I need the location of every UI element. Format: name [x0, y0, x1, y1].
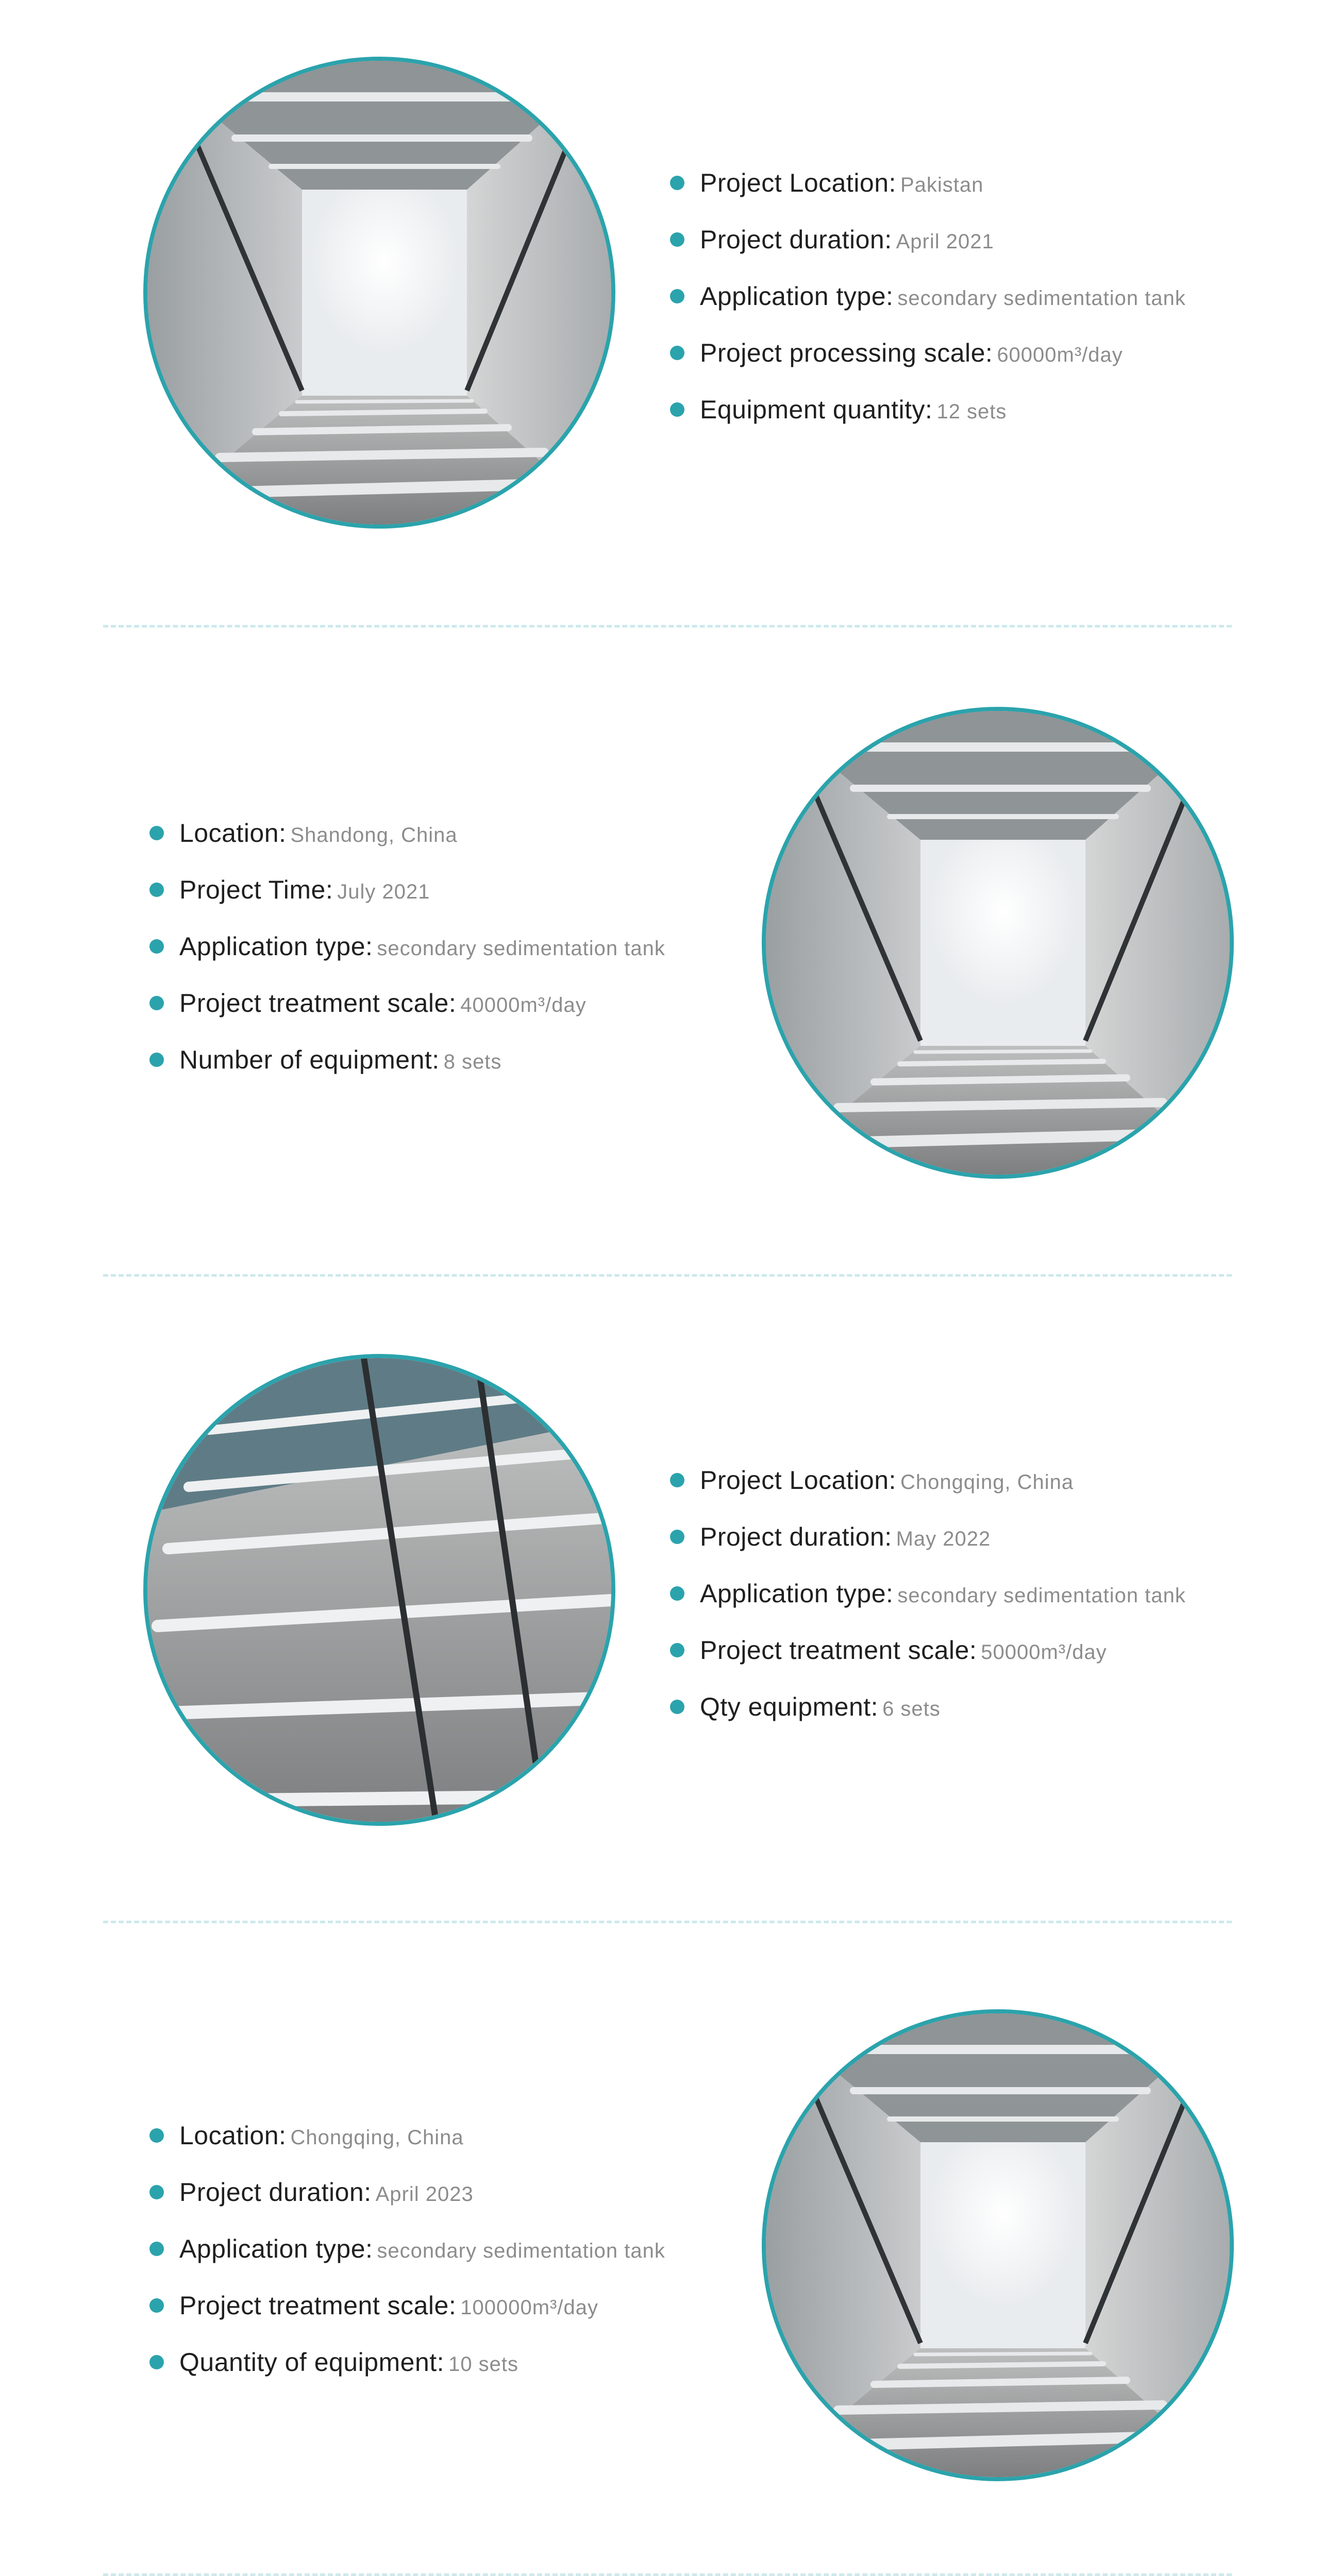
bullet-dot: [670, 232, 684, 247]
project-details: [670, 155, 1186, 438]
detail-application-type: Application type: secondary sedimentation tank: [149, 2221, 665, 2277]
bullet-dot: [670, 1586, 684, 1601]
section-divider: [103, 1274, 1232, 1277]
sedimentation-tank-image: [766, 711, 1230, 1175]
bullet-dot: [149, 883, 164, 897]
section-divider: [103, 2573, 1232, 2576]
bullet-dot: [149, 2355, 164, 2369]
section-divider: [103, 1921, 1232, 1923]
detail-duration: Project duration: April 2023: [149, 2164, 665, 2221]
bullet-dot: [149, 2185, 164, 2199]
detail-equipment-quantity: Quantity of equipment: 10 sets: [149, 2334, 665, 2391]
bullet-dot: [149, 2298, 164, 2313]
project-card-1: [0, 57, 1340, 551]
bullet-dot: [149, 996, 164, 1010]
project-card-3: [0, 1354, 1340, 1849]
bullet-dot: [149, 939, 164, 954]
bullet-dot: [149, 2128, 164, 2143]
bullet-dot: [670, 1643, 684, 1657]
detail-scale: Project treatment scale: 100000m³/day: [149, 2277, 665, 2334]
sedimentation-tank-image: [766, 2013, 1230, 2477]
tank-photo: [143, 57, 615, 529]
detail-location: Location: Shandong, China: [149, 805, 665, 861]
bullet-dot: [670, 1530, 684, 1544]
detail-location: Project Location: Pakistan: [670, 155, 1186, 211]
bullet-dot: [670, 346, 684, 360]
detail-equipment-quantity: Equipment quantity: 12 sets: [670, 381, 1186, 438]
bullet-dot: [149, 826, 164, 840]
tank-photo: [762, 2009, 1234, 2481]
project-details: [149, 2107, 665, 2391]
sedimentation-tank-image: [147, 61, 611, 524]
detail-application-type: Application type: secondary sedimentation tank: [670, 268, 1186, 325]
bullet-dot: [149, 2242, 164, 2256]
project-card-2: [0, 707, 1340, 1201]
project-details: [670, 1452, 1186, 1735]
tank-photo: [762, 707, 1234, 1179]
detail-location: Project Location: Chongqing, China: [670, 1452, 1186, 1509]
detail-location: Location: Chongqing, China: [149, 2107, 665, 2164]
detail-scale: Project processing scale: 60000m³/day: [670, 325, 1186, 381]
bullet-dot: [670, 1700, 684, 1714]
detail-application-type: Application type: secondary sedimentation tank: [149, 918, 665, 975]
bullet-dot: [670, 1473, 684, 1487]
detail-equipment-quantity: Qty equipment: 6 sets: [670, 1679, 1186, 1735]
detail-scale: Project treatment scale: 50000m³/day: [670, 1622, 1186, 1679]
bullet-dot: [670, 176, 684, 190]
detail-application-type: Application type: secondary sedimentation tank: [670, 1565, 1186, 1622]
detail-time: Project Time: July 2021: [149, 861, 665, 918]
bullet-dot: [149, 1053, 164, 1067]
detail-duration: Project duration: May 2022: [670, 1509, 1186, 1565]
bullet-dot: [670, 402, 684, 417]
detail-scale: Project treatment scale: 40000m³/day: [149, 975, 665, 1031]
detail-equipment-quantity: Number of equipment: 8 sets: [149, 1031, 665, 1088]
sedimentation-tank-image: [147, 1358, 611, 1822]
bullet-dot: [670, 289, 684, 303]
project-card-4: [0, 2009, 1340, 2504]
detail-duration: Project duration: April 2021: [670, 211, 1186, 268]
tank-photo: [143, 1354, 615, 1826]
project-details: [149, 805, 665, 1088]
section-divider: [103, 625, 1232, 628]
